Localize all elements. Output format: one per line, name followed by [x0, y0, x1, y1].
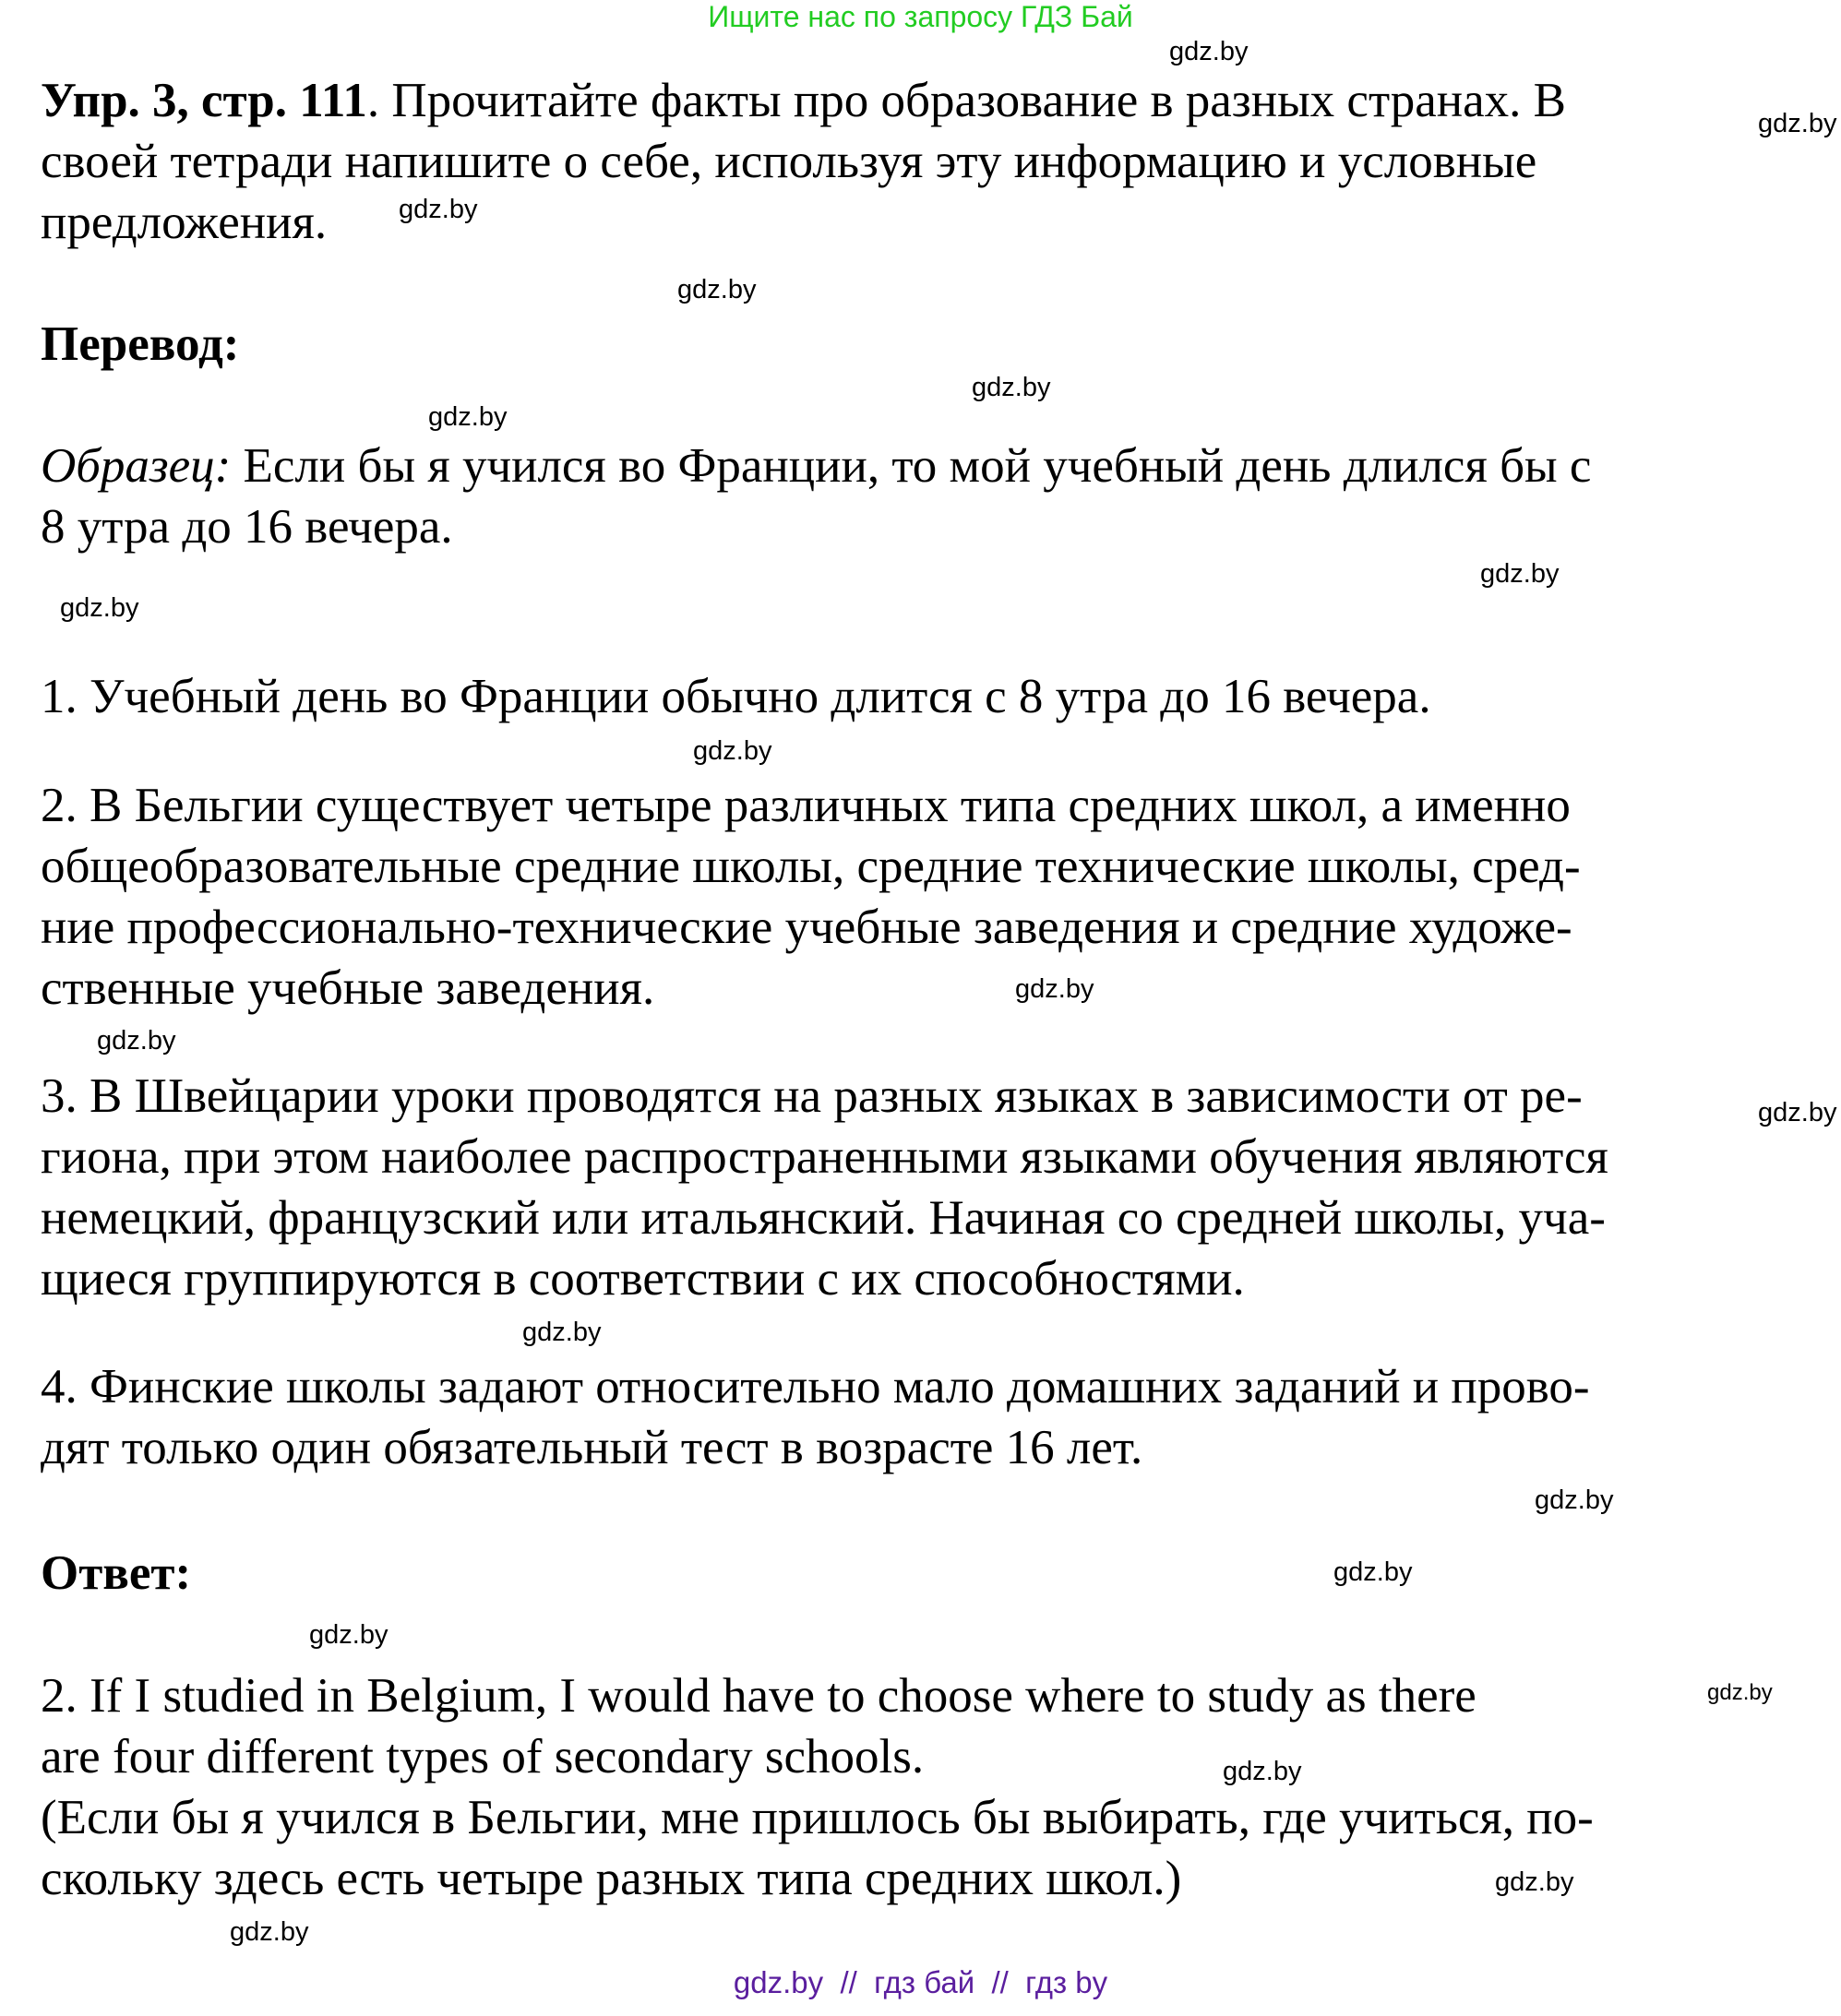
watermark: gdz.by	[1758, 109, 1837, 138]
watermark: gdz.by	[1495, 1867, 1574, 1897]
watermark: gdz.by	[1535, 1485, 1614, 1515]
watermark: gdz.by	[1480, 559, 1560, 589]
watermark: gdz.by	[309, 1620, 389, 1650]
watermark: gdz.by	[399, 195, 478, 224]
watermark: gdz.by	[1758, 1098, 1837, 1127]
fact-4: 4. Финские школы задают относительно мало домашних заданий и прово- дят только один обязательный тест в возрасте 16 лет.	[41, 1360, 1590, 1474]
fact-3: 3. В Швейцарии уроки проводятся на разных языках в зависимости от ре- гиона, при этом наиболее распространенными языками обучения являются немецкий, французский или итальянский. Начиная со средней школы, уча- щиеся группируются в соответствии с их способностями.	[41, 1069, 1608, 1306]
fact-2: 2. В Бельгии существует четыре различных типа средних школ, а именно общеобразовательные средние школы, средние технические школы, сред- ние профессионально-технические учебные заведения и средние художе- ственные учебные заведения.	[41, 779, 1581, 1015]
search-banner: Ищите нас по запросу ГДЗ Бай	[708, 0, 1133, 33]
watermark: gdz.by	[1333, 1557, 1413, 1587]
task-statement: Упр. 3, стр. 111. Прочитайте факты про образование в разных странах. В своей тетради напишите о себе, используя эту информацию и условные предложения.	[41, 74, 1567, 249]
footer-links: gdz.by // гдз бай // гдз by	[733, 1965, 1108, 1999]
sample-sentence: Образец: Если бы я учился во Франции, то мой учебный день длился бы с 8 утра до 16 вечера.	[41, 439, 1592, 554]
watermark: gdz.by	[677, 275, 757, 304]
watermark: gdz.by	[1015, 974, 1094, 1004]
translation-heading: Перевод:	[41, 317, 240, 371]
watermark: gdz.by	[1707, 1680, 1773, 1705]
watermark: gdz.by	[428, 402, 508, 432]
watermark: gdz.by	[1169, 37, 1249, 66]
watermark: gdz.by	[60, 593, 139, 623]
watermark: gdz.by	[97, 1026, 176, 1056]
answer-heading: Ответ:	[41, 1546, 192, 1600]
answer-text: 2. If I studied in Belgium, I would have to choose where to study as there are four different types of secondary schools. (Если бы я учился в Бельгии, мне пришлось бы выбирать, где учиться, по- скольку здесь есть четыре разных типа средних школ.)	[41, 1669, 1594, 1905]
watermark: gdz.by	[230, 1917, 309, 1947]
task-reference: Упр. 3, стр. 111	[41, 74, 367, 127]
watermark: gdz.by	[522, 1318, 602, 1347]
fact-1: 1. Учебный день во Франции обычно длится с 8 утра до 16 вечера.	[41, 670, 1431, 723]
sample-label: Образец:	[41, 439, 232, 493]
watermark: gdz.by	[693, 736, 772, 766]
watermark: gdz.by	[1223, 1757, 1302, 1786]
watermark: gdz.by	[972, 373, 1051, 402]
